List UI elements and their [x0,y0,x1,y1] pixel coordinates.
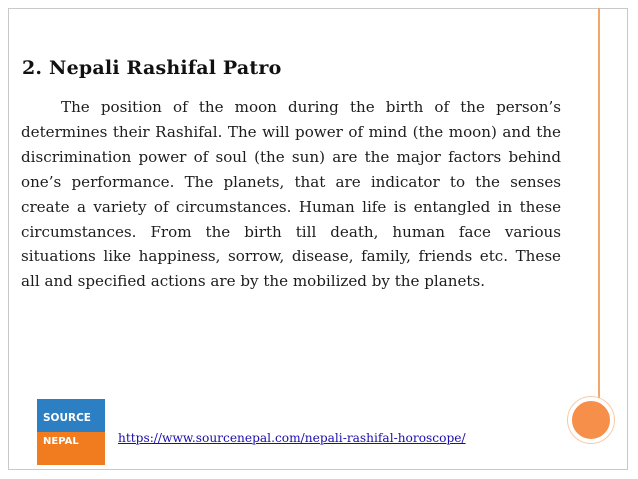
body-paragraph: The position of the moon during the birth of the person’s determines their Rashifal. The will power of mind (the moon) and the discrimination power of soul (the sun) are the major factors behind one’s performance. The planets, that are indicator to the senses create a variety of circumstances. Human life is entangled in these circumstances. From the birth till death, human face various situations like happiness, sorrow, disease, family, friends etc. These all and specified actions are by the mobilized by the planets. [21,98,561,291]
source-nepal-logo [37,399,105,465]
accent-circle-icon [568,397,614,443]
slide-title: 2. Nepali Rashifal Patro [22,57,282,79]
source-link[interactable]: https://www.sourcenepal.com/nepali-rashifal-horoscope/ [118,431,466,445]
logo-bottom-block: NEPAL [37,432,105,465]
logo-top-block: SOURCE [37,399,105,432]
accent-vertical-line [598,8,600,399]
